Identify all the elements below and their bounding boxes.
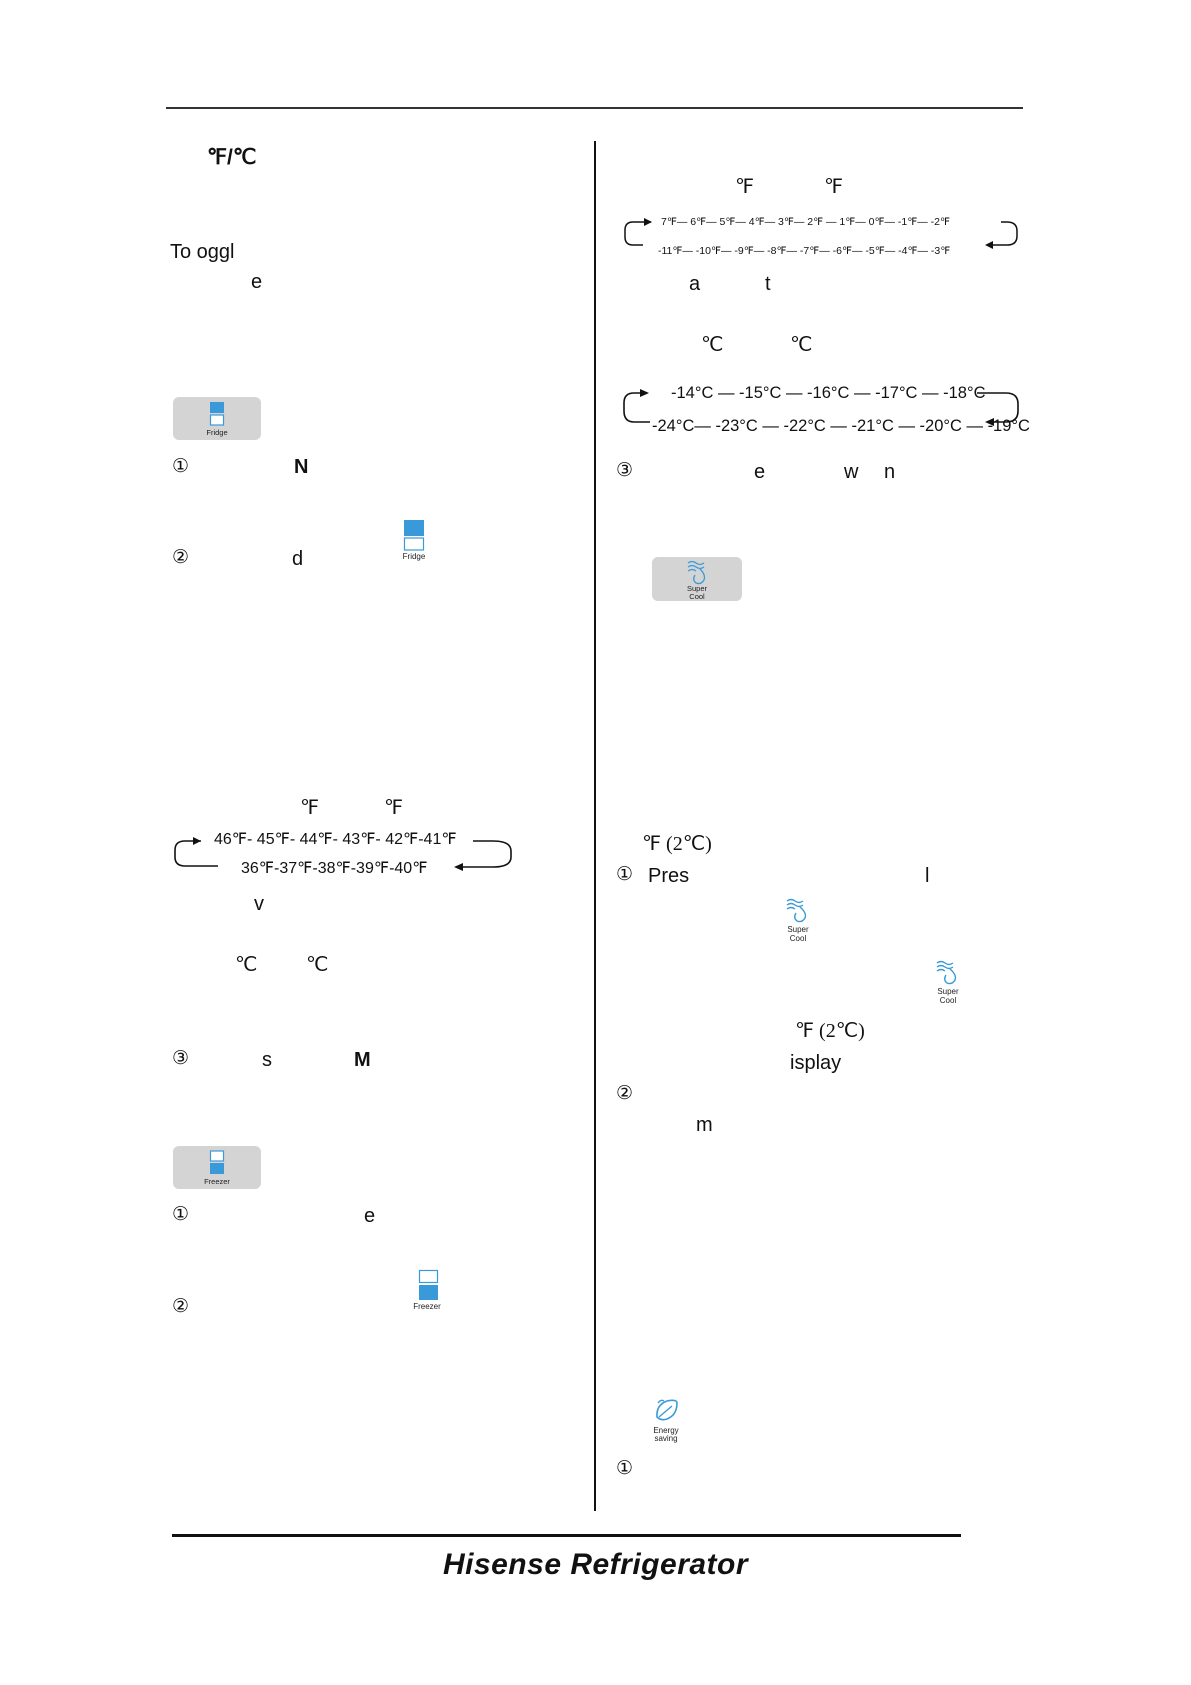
sc-step1-text-a: Pres	[648, 865, 690, 887]
fridge-button-label: Fridge	[206, 428, 228, 437]
fridge-range-f-b: ℉	[384, 797, 404, 819]
super-cool-icon	[783, 896, 813, 924]
super-cool-icon	[933, 958, 963, 986]
super-cool-icon-label-2: Cool	[939, 996, 957, 1005]
freezer-range-f-a: ℉	[735, 176, 755, 198]
super-cool-icon-label-1: Super	[787, 925, 809, 934]
right-step3-marker: ③	[616, 459, 634, 481]
right-step3-text-a: e	[754, 461, 766, 483]
freezer-range-c-a: ℃	[701, 334, 724, 356]
fridge-range-f-a: ℉	[300, 797, 320, 819]
freezer-range-c-b: ℃	[790, 334, 813, 356]
sc-step2-marker: ②	[616, 1082, 634, 1104]
freezer-c-sequence-top: -14°C — -15°C — -16°C — -17°C — -18°C	[671, 384, 986, 402]
fridge-f-sequence-bottom: 36℉-37℉-38℉-39℉-40℉	[241, 860, 428, 877]
step3-text-b: M	[354, 1049, 371, 1071]
freezer-range-f-b: ℉	[824, 176, 844, 198]
fridge-icon-label: Fridge	[402, 552, 426, 561]
super-cool-icon-label-2: Cool	[789, 934, 807, 943]
freezer-step1-text: e	[364, 1205, 376, 1227]
after-sequence-text: v	[254, 893, 264, 915]
super-cool-button[interactable]	[652, 557, 742, 601]
energy-saving-label-1: Energy	[653, 1426, 679, 1435]
freezer-step2-marker: ②	[172, 1295, 190, 1317]
energy-step1-marker: ①	[616, 1457, 634, 1479]
sc-temp-repeat: ℉ (2℃)	[795, 1020, 865, 1042]
fridge-button[interactable]	[173, 397, 261, 440]
step1-marker: ①	[172, 455, 190, 477]
toggle-intro-line1: To oggl	[170, 241, 235, 263]
energy-saving-icon	[653, 1397, 681, 1425]
freezer-f-sequence-top: 7℉— 6℉— 5℉— 4℉— 3℉— 2℉ — 1℉— 0℉— -1℉— -2℉	[661, 216, 950, 228]
super-cool-label-1: Super	[686, 584, 707, 593]
step1-text: N	[294, 456, 309, 478]
fridge-range-c-a: ℃	[235, 954, 258, 976]
freezer-f-sequence-bottom: -11℉— -10℉— -9℉— -8℉— -7℉— -6℉— -5℉— -4℉— -3℉	[658, 245, 951, 257]
freezer-button-label: Freezer	[204, 1177, 230, 1186]
unit-toggle-heading: ℉/℃	[207, 146, 257, 169]
sc-step1-marker: ①	[616, 863, 634, 885]
column-divider	[594, 141, 596, 1511]
freezer-button[interactable]	[173, 1146, 261, 1189]
step2-text: d	[292, 548, 304, 570]
footer-rule	[172, 1534, 961, 1537]
header-rule	[166, 107, 1023, 109]
super-cool-temp: ℉ (2℃)	[642, 833, 712, 855]
freezer-icon-label: Freezer	[413, 1302, 441, 1311]
toggle-intro-line2: e	[251, 271, 263, 293]
after-f-sequence-b: t	[765, 273, 771, 295]
step3-text-a: s	[262, 1049, 272, 1071]
fridge-range-c-b: ℃	[306, 954, 329, 976]
sc-step2-text: m	[696, 1114, 713, 1136]
right-step3-text-c: n	[884, 461, 896, 483]
super-cool-label-2: Cool	[689, 592, 705, 601]
sc-step1-text-b: l	[925, 865, 930, 887]
super-cool-icon-label-1: Super	[937, 987, 959, 996]
freezer-step1-marker: ①	[172, 1203, 190, 1225]
step3-marker: ③	[172, 1047, 190, 1069]
freezer-c-sequence-bottom: -24°C— -23°C — -22°C — -21°C — -20°C — -19°C	[652, 417, 1030, 435]
step2-marker: ②	[172, 546, 190, 568]
energy-saving-label-2: saving	[654, 1434, 678, 1443]
after-f-sequence-a: a	[689, 273, 701, 295]
fridge-f-sequence-top: 46℉- 45℉- 44℉- 43℉- 42℉-41℉	[214, 831, 457, 848]
brand-footer: Hisense Refrigerator	[442, 1548, 749, 1581]
right-step3-text-b: w	[844, 461, 859, 483]
sc-display-text: isplay	[790, 1052, 842, 1074]
